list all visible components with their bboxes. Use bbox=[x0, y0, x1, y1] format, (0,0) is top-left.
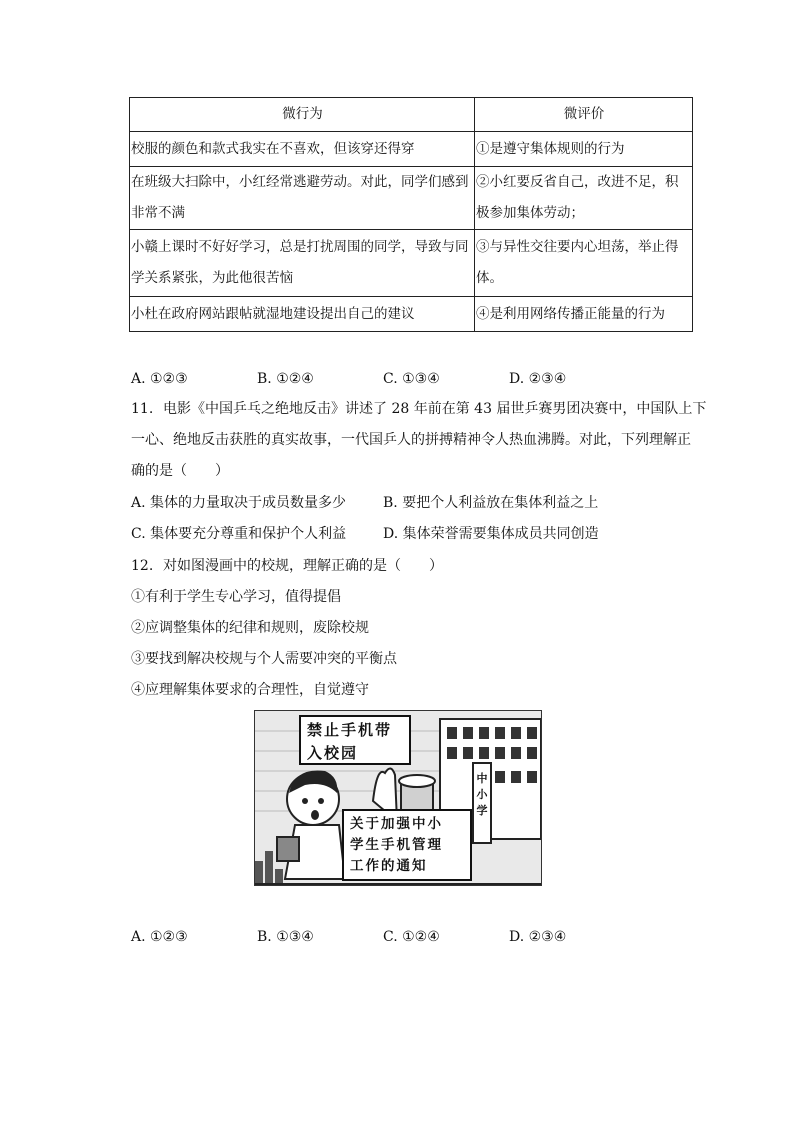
table-header-row bbox=[130, 98, 693, 132]
option-c[interactable]: C. ①②④ bbox=[383, 929, 440, 945]
header-evaluation: 微评价 bbox=[475, 98, 693, 132]
q10-options bbox=[131, 368, 635, 390]
option-d[interactable]: D. 集体荣誉需要集体成员共同创造 bbox=[383, 526, 599, 542]
table-row bbox=[130, 297, 693, 332]
behavior-cell: 在班级大扫除中，小红经常逃避劳动。对此，同学们感到 非常不满 bbox=[130, 167, 475, 230]
q11-stem-line-1: 11. 电影《中国乒乓之绝地反击》讲述了 28 年前在第 43 届世乒赛男团决赛中，中国队上下 bbox=[131, 398, 693, 420]
question-number: 12. bbox=[131, 558, 154, 574]
evaluation-cell: ④是利用网络传播正能量的行为 bbox=[475, 297, 693, 332]
question-number: 11. bbox=[131, 401, 154, 417]
option-d[interactable]: D. ②③④ bbox=[509, 929, 567, 945]
option-d[interactable]: D. ②③④ bbox=[509, 371, 567, 387]
option-b[interactable]: B. 要把个人利益放在集体利益之上 bbox=[383, 495, 599, 511]
q12-options bbox=[131, 926, 635, 948]
header-behavior: 微行为 bbox=[130, 98, 475, 132]
behavior-evaluation-table bbox=[129, 97, 693, 332]
option-b[interactable]: B. ①②④ bbox=[257, 371, 314, 387]
option-a[interactable]: A. ①②③ bbox=[131, 929, 188, 945]
behavior-cell: 校服的颜色和款式我实在不喜欢，但该穿还得穿 bbox=[130, 132, 475, 167]
option-a[interactable]: A. 集体的力量取决于成员数量多少 bbox=[131, 495, 347, 511]
q12-stem: 12. 对如图漫画中的校规，理解正确的是（ ） bbox=[131, 555, 693, 577]
q11-stem-line-3: 确的是（ ） bbox=[131, 463, 229, 479]
q12-statement-3: ③要找到解决校规与个人需要冲突的平衡点 bbox=[131, 651, 397, 667]
behavior-cell: 小杜在政府网站跟帖就湿地建设提出自己的建议 bbox=[130, 297, 475, 332]
evaluation-cell: ①是遵守集体规则的行为 bbox=[475, 132, 693, 167]
q11-options-row-2 bbox=[131, 523, 693, 545]
notice-sign: 关于加强中小 学生手机管理 工作的通知 bbox=[342, 809, 472, 881]
option-c[interactable]: C. ①③④ bbox=[383, 371, 440, 387]
option-a[interactable]: A. ①②③ bbox=[131, 371, 188, 387]
q11-options-row-1 bbox=[131, 492, 693, 514]
behavior-cell: 小赣上课时不好好学习，总是打扰周围的同学，导致与同 学关系紧张，为此他很苦恼 bbox=[130, 230, 475, 297]
school-rule-cartoon bbox=[254, 710, 542, 886]
q11-stem-line-2: 一心、绝地反击获胜的真实故事，一代国乒人的拼搏精神令人热血沸腾。对此，下列理解正 bbox=[131, 432, 691, 448]
gate-sign: 中小学 bbox=[476, 772, 488, 817]
no-phone-sign: 禁止手机带 入校园 bbox=[299, 715, 411, 765]
table-row bbox=[130, 230, 693, 297]
option-b[interactable]: B. ①③④ bbox=[257, 929, 314, 945]
table-row bbox=[130, 132, 693, 167]
q12-statement-1: ①有利于学生专心学习，值得提倡 bbox=[131, 589, 341, 605]
option-c[interactable]: C. 集体要充分尊重和保护个人利益 bbox=[131, 526, 347, 542]
q12-statement-4: ④应理解集体要求的合理性，自觉遵守 bbox=[131, 682, 369, 698]
table-row bbox=[130, 167, 693, 230]
q12-statement-2: ②应调整集体的纪律和规则，废除校规 bbox=[131, 620, 369, 636]
evaluation-cell: ③与异性交往要内心坦荡，举止得 体。 bbox=[475, 230, 693, 297]
evaluation-cell: ②小红要反省自己，改进不足，积 极参加集体劳动； bbox=[475, 167, 693, 230]
